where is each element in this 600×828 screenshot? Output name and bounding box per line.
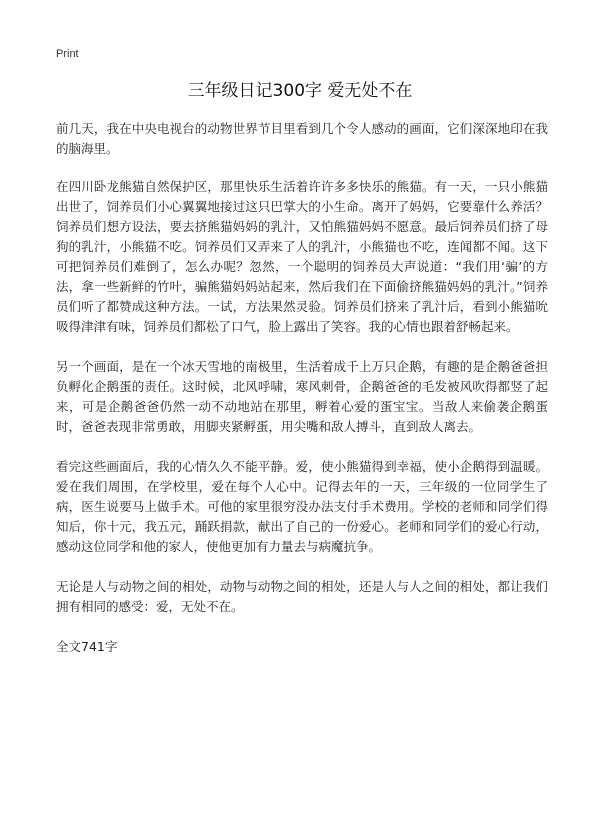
- print-link[interactable]: Print: [56, 48, 79, 60]
- word-count: 全文741字: [56, 639, 118, 654]
- paragraph-conclusion: 无论是人与动物之间的相处，动物与动物之间的相处，还是人与人之间的相处，都让我们拥有相同的感受：爱，无处不在。: [56, 579, 548, 614]
- article-title: 三年级日记300字 爱无处不在: [187, 81, 413, 101]
- paragraph-intro: 前几天，我在中央电视台的动物世界节目里看到几个令人感动的画面，它们深深地印在我的脑海里。: [56, 121, 548, 156]
- paragraph-penguin: 另一个画面，是在一个冰天雪地的南极里，生活着成千上万只企鹅，有趣的是企鹅爸爸担负孵化企鹅蛋的责任。这时候，北风呼啸，寒风刺骨，企鹅爸爸的毛发被风吹得都竖了起来，可是企鹅爸爸仍然一动不动地站在那里，孵着心爱的蛋宝宝。当敌人来偷袭企鹅蛋时，爸爸表现非常勇敢，用脚夹紧孵蛋，用尖嘴和敌人搏斗，直到敌人离去。: [56, 359, 548, 434]
- paragraph-reflection: 看完这些画面后，我的心情久久不能平静。爱，使小熊猫得到幸福，使小企鹅得到温暖。爱在我们周围，在学校里，爱在每个人心中。记得去年的一天，三年级的一位同学生了病，医生说要马上做手术。可他的家里很穷没办法支付手术费用。学校的老师和同学们得知后，你十元，我五元，踊跃捐款，献出了自己的一份爱心。老师和同学们的爱心行动，感动这位同学和他的家人，使他更加有力量去与病魔抗争。: [56, 459, 548, 554]
- article-body: [56, 119, 548, 657]
- paragraph-panda: 在四川卧龙熊猫自然保护区，那里快乐生活着许许多多快乐的熊猫。有一天，一只小熊猫出世了，饲养员们小心翼翼地接过这只巴掌大的小生命。离开了妈妈，它要靠什么养活？饲养员们想方设法，要去挤熊猫妈妈的乳汁，又怕熊猫妈妈不愿意。最后饲养员们挤了母狗的乳汁，小熊猫不吃。饲养员们又弄来了人的乳汁，小熊猫也不吃，连闻都不闻。这下可把饲养员们难倒了，怎么办呢？忽然，一个聪明的饲养员大声说道：“我们用‘骗’的方法，拿一些新鲜的竹叶，骗熊猫妈妈站起来，然后我们在下面偷挤熊猫妈妈的乳汁。”饲养员们听了都赞成这种方法。一试，方法果然灵验。饲养员们挤来了乳汁后，看到小熊猫吮吸得津津有味，饲养员们都松了口气，脸上露出了笑容。我的心情也跟着舒畅起来。: [56, 179, 548, 334]
